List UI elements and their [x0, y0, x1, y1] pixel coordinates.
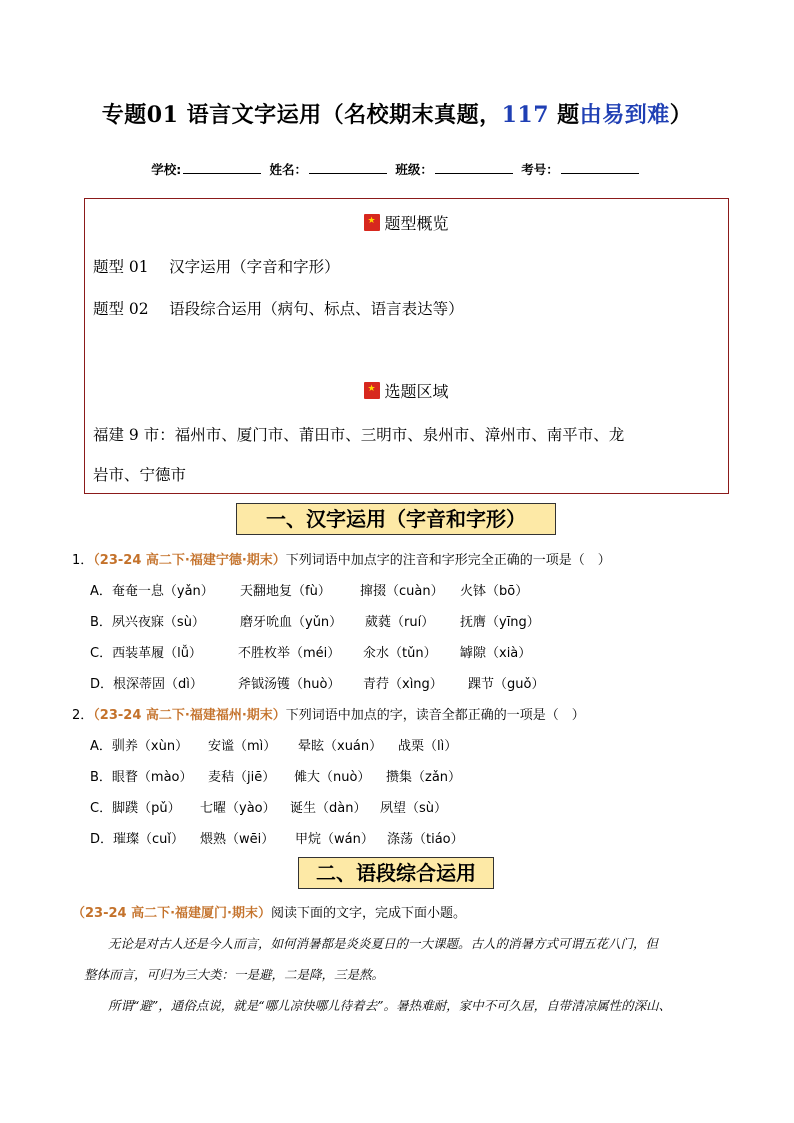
student-info-line	[0, 160, 794, 178]
q2-option-c[interactable]: C．脚蹼（pǔ） 七曜（yào） 诞生（dàn） 夙望（sù）	[90, 801, 448, 816]
question-2: 2．（23-24 高二下·福建福州·期末）下列词语中加点的字，读音全都正确的一项是（ ）	[72, 708, 585, 723]
q2-option-d[interactable]: D．璀璨（cuǐ） 煨熟（wēi） 甲烷（wán） 涤荡（tiáo）	[90, 832, 464, 847]
question-3: （23-24 高二下·福建厦门·期末）阅读下面的文字，完成下面小题。	[72, 906, 466, 921]
passage-line-1: 无论是对古人还是今人而言，如何消暑都是炎炎夏日的一大课题。古人的消暑方式可谓五花八门，但	[108, 936, 659, 951]
section-banner-2: 二、语段综合运用	[298, 857, 494, 889]
q2-option-b[interactable]: B．眼瞀（mào） 麦秸（jiē） 傩大（nuò） 攒集（zǎn）	[90, 770, 462, 785]
name-blank[interactable]	[309, 163, 387, 174]
class-blank[interactable]	[435, 163, 513, 174]
q1-option-a[interactable]: A．奄奄一息（yǎn） 天翻地复（fù） 撺掇（cuàn） 火钵（bō）	[90, 584, 529, 599]
passage-line-3: 所谓“避”，通俗点说，就是“哪儿凉快哪儿待着去”。暑热难耐，家中不可久居，自带清凉属性的深山、	[108, 998, 672, 1013]
section-banner-1: 一、汉字运用（字音和字形）	[236, 503, 556, 535]
question-type-1: 题型 01 汉字运用（字音和字形）	[93, 258, 340, 276]
q1-option-d[interactable]: D．根深蒂固（dì） 斧钺汤镬（huò） 青荇（xìng） 踝节（guǒ）	[90, 677, 545, 692]
flag-icon	[364, 382, 380, 399]
region-line-1: 福建 9 市：福州市、厦门市、莆田市、三明市、泉州市、漳州市、南平市、龙	[93, 426, 625, 444]
exam-no-blank[interactable]	[561, 163, 639, 174]
class-label: 班级：	[395, 162, 433, 177]
region-line-2: 岩市、宁德市	[93, 466, 187, 484]
school-label: 学校:	[151, 162, 182, 177]
q1-option-c[interactable]: C．西装革履（lǚ） 不胜枚举（méi） 氽水（tǔn） 罅隙（xià）	[90, 646, 532, 661]
question-type-2: 题型 02 语段综合运用（病句、标点、语言表达等）	[93, 300, 464, 318]
overview-box	[84, 198, 729, 494]
q1-option-b[interactable]: B．夙兴夜寐（sù） 磨牙吮血（yǔn） 葳蕤（ruí） 抚膺（yīng）	[90, 615, 540, 630]
name-label: 姓名：	[269, 162, 308, 177]
flag-icon	[364, 214, 380, 231]
question-1: 1．（23-24 高二下·福建宁德·期末）下列词语中加点字的注音和字形完全正确的一项是（ ）	[72, 553, 611, 568]
overview-heading: ★题型概览	[85, 211, 728, 234]
school-blank[interactable]	[183, 163, 261, 174]
page-title: 专题01 语言文字运用（名校期末真题，117 题由易到难）	[101, 102, 693, 128]
region-heading: ★选题区域	[85, 379, 728, 402]
q2-option-a[interactable]: A．驯养（xùn） 安谧（mì） 晕眩（xuán） 战栗（lì）	[90, 739, 458, 754]
passage-line-2: 整体而言，可归为三大类：一是避，二是降，三是熬。	[84, 967, 385, 982]
exam-no-label: 考号：	[521, 162, 559, 177]
